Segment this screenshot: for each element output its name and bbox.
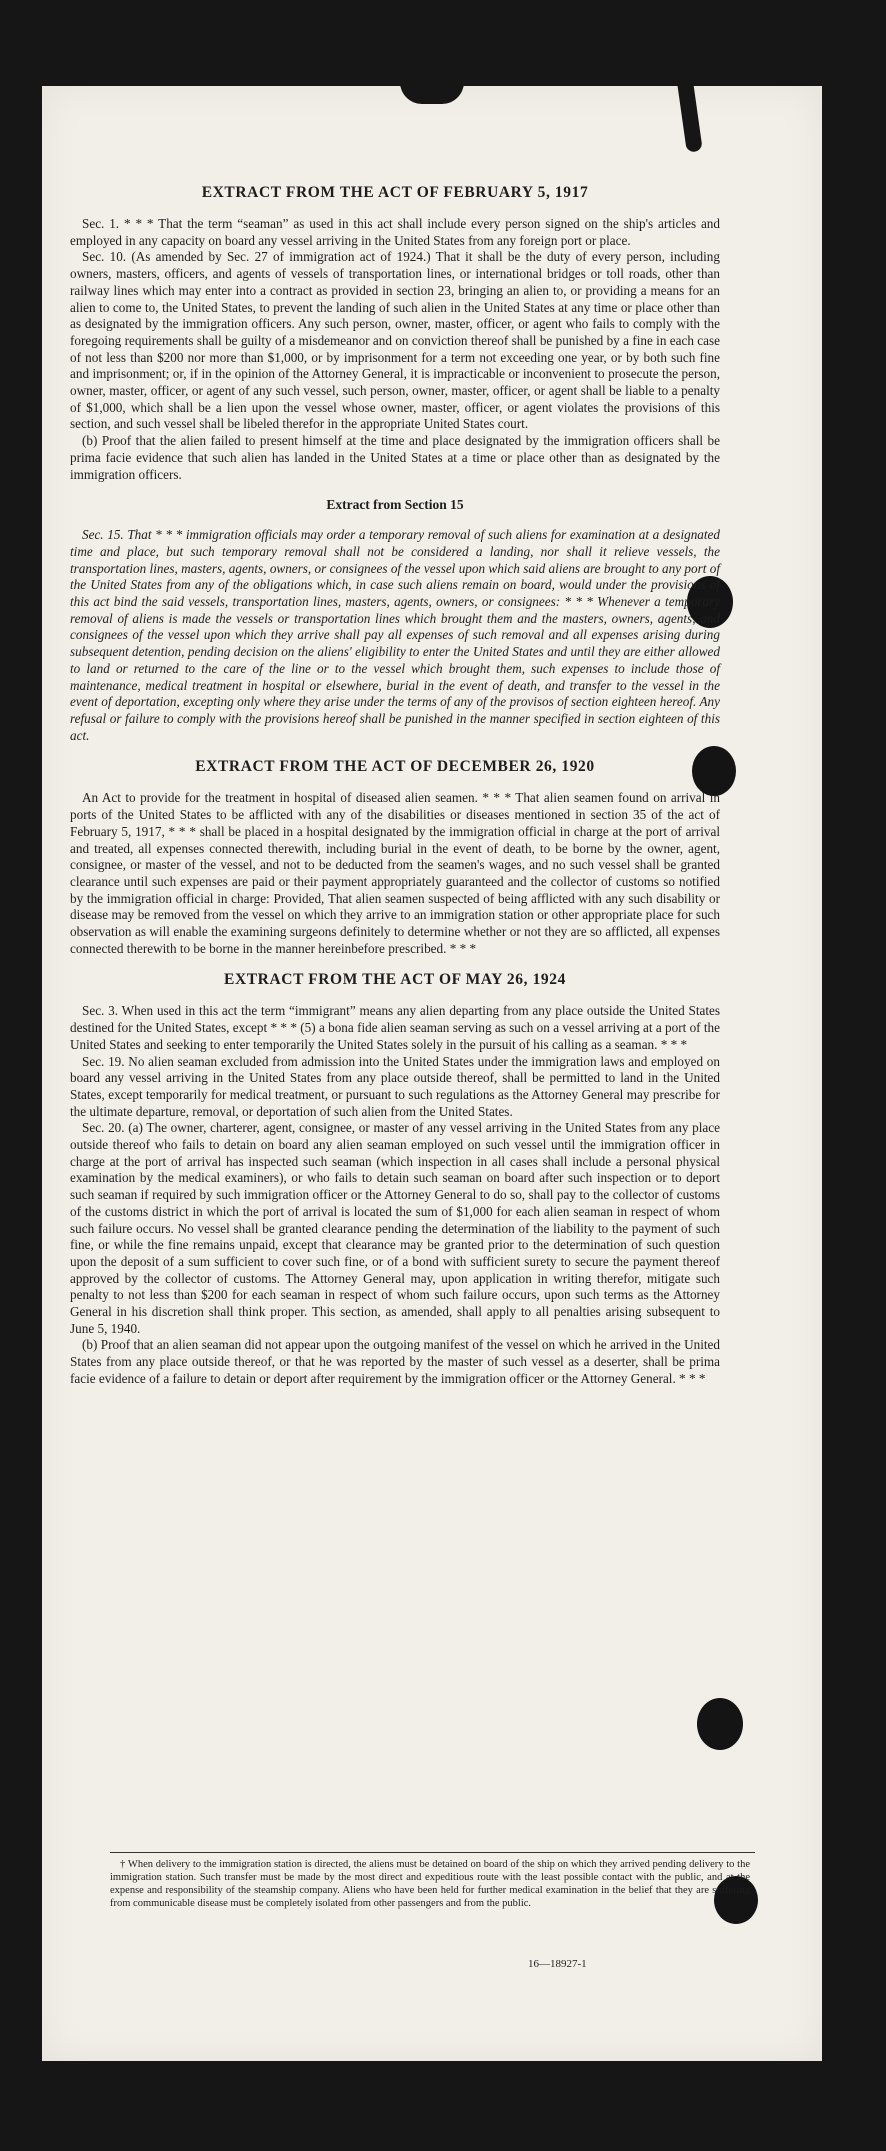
section-heading: EXTRACT FROM THE ACT OF FEBRUARY 5, 1917 <box>201 184 589 201</box>
paragraph: Sec. 10. (As amended by Sec. 27 of immigration act of 1924.) That it shall be the duty of every person, including owners, masters, officers, and agents of vessels of transportation lines, or international bridges or toll roads, other than railway lines which may enter into a contract as provided in section 23, bringing an alien to, or providing a means for an alien to come to, the United States, to prevent the landing of such alien in the United States at any time or place other than as designated by the immigration officers. Any such person, owner, master, officer, or agent who fails to comply with the foregoing requirements shall be guilty of a misdemeanor and on conviction thereof shall be punished by a fine in each case of not less than $200 nor more than $1,000, or by imprisonment for a term not exceeding one year, or by both such fine and imprisonment; or, if in the opinion of the Attorney General, it is impracticable or inconvenient to prosecute the person, owner, master, officer, or agent of any such vessel, such person, owner, master, officer, or agent shall be liable to a penalty of $1,000, which shall be a lien upon the vessel whose owner, master, officer, or agent violates the provisions of this section, and such vessel shall be libeled therefor in the appropriate United States court. <box>70 249 720 432</box>
paragraph: Sec. 15. That * * * immigration officials may order a temporary removal of such aliens for examination at a designated time and place, but such temporary removal shall not be considered a landing, nor shall it relieve vessels, the transportation lines, masters, agents, owners, or consignees of the vessel upon which said aliens are brought to any port of the United States from any of the obligations which, in case such aliens remain on board, would under the provisions of this act bind the said vessels, transportation lines, masters, agents, owners, or consignees: * * * Whenever a temporary removal of aliens is made the vessels or transportation lines which brought them and the masters, owners, agents, and consignees of the vessel upon which they arrive shall pay all expenses of such removal and all expenses arising during subsequent detention, pending decision on the aliens' eligibility to enter the United States and until they are either allowed to land or returned to the care of the line or to the vessel which brought them, such expenses to include those of maintenance, medical treatment in hospital or elsewhere, burial in the event of death, and transfer to the vessel in the event of deportation, excepting only where they arise under the terms of any of the provisos of section eighteen hereof. Any refusal or failure to comply with the provisions hereof shall be punished in the manner specified in section eighteen of this act. <box>70 527 720 743</box>
punch-hole <box>697 1698 743 1750</box>
paragraph: An Act to provide for the treatment in hospital of diseased alien seamen. * * * That alien seamen found on arrival in ports of the United States to be afflicted with any of the disabilities or diseases mentioned in section 35 of the act of February 5, 1917, * * * shall be placed in a hospital designated by the immigration official in charge at the port of arrival and treated, all expenses connected therewith, including burial in the event of death, to be borne by the owner, agent, consignee, or master of the vessel, and not to be deducted from the seamen's wages, and no such vessel shall be granted clearance until such expenses are paid or their payment appropriately guaranteed and the collector of customs so notified by the immigration official in charge: Provided, That alien seamen suspected of being afflicted with any such disability or disease may be removed from the vessel on which they arrive to an immigration station or other appropriate place for such observation as will enable the examining surgeons definitely to determine whether or not they are so afflicted, all expenses connected therewith to be borne in the manner hereinbefore prescribed. * * * <box>70 790 720 956</box>
paragraph: Sec. 20. (a) The owner, charterer, agent, consignee, or master of any vessel arriving in the United States from any place outside thereof who fails to detain on board any alien seaman employed on such vessel until the immigration officer in charge at the port of arrival has inspected such seaman (which inspection in all cases shall include a personal physical examination by the medical examiners), or who fails to detain such seaman on board after such inspection or to deport such seaman if required by such immigration officer or the Attorney General to do so, shall pay to the collector of customs of the customs district in which the port of arrival is located the sum of $1,000 for each alien seaman in respect of whom such failure occurs. No vessel shall be granted clearance pending the determination of the liability to the payment of such fine, or while the fine remains unpaid, except that clearance may be granted prior to the determination of such question upon the deposit of a sum sufficient to cover such fine, or of a bond with sufficient surety to secure the payment thereof approved by the collector of customs. The Attorney General may, upon application in writing therefor, mitigate such penalty to not less than $200 for each seaman in respect of whom such failure occurs, upon such terms as the Attorney General in his discretion shall think proper. This section, as amended, shall apply to all penalties arising subsequent to June 5, 1940. <box>70 1120 720 1336</box>
section-heading: EXTRACT FROM THE ACT OF MAY 26, 1924 <box>224 971 566 989</box>
document-body <box>70 96 720 1388</box>
paragraph: (b) Proof that the alien failed to present himself at the time and place designated by the immigration officers shall be prima facie evidence that such alien has landed in the United States at a time or place other than as designated by the immigration officers. <box>70 433 720 482</box>
section-subheading: Extract from Section 15 <box>326 497 464 513</box>
form-number: 16—18927-1 <box>528 1958 587 1970</box>
footnote-rule <box>110 1852 755 1853</box>
paragraph: (b) Proof that an alien seaman did not appear upon the outgoing manifest of the vessel on which he arrived in the United States from any place outside thereof, or that he was reported by the master of such vessel as a deserter, shall be prima facie evidence of a failure to detain or deport after requirement by the immigration officer or the Attorney General. * * * <box>70 1337 720 1386</box>
section-heading: EXTRACT FROM THE ACT OF DECEMBER 26, 1920 <box>195 758 595 776</box>
paragraph: Sec. 19. No alien seaman excluded from admission into the United States under the immigration laws and employed on board any vessel arriving in the United States from any place outside thereof, shall be permitted to land in the United States, except temporarily for medical treatment, or pursuant to such regulations as the Attorney General may prescribe for the ultimate departure, removal, or deportation of such alien from the United States. <box>70 1053 720 1119</box>
paragraph: Sec. 3. When used in this act the term “immigrant” means any alien departing from any place outside the United States destined for the United States, except * * * (5) a bona fide alien seaman serving as such on a vessel arriving at a port of the United States and seeking to enter temporarily the United States solely in the pursuit of his calling as a seaman. * * * <box>70 1003 720 1052</box>
paragraph: Sec. 1. * * * That the term “seaman” as used in this act shall include every person signed on the ship's articles and employed in any capacity on board any vessel arriving in the United States from any foreign port or place. <box>70 216 720 248</box>
footnote: † When delivery to the immigration station is directed, the aliens must be detained on board of the ship on which they arrived pending delivery to the immigration station. Such transfer must be made by the most direct and expeditious route with the least possible contact with the public, and at the expense and responsibility of the steamship company. Aliens who have been held for further medical examination in the belief that they are suffering from communicable disease must be completely isolated from other passengers and from the public. <box>110 1859 750 1909</box>
